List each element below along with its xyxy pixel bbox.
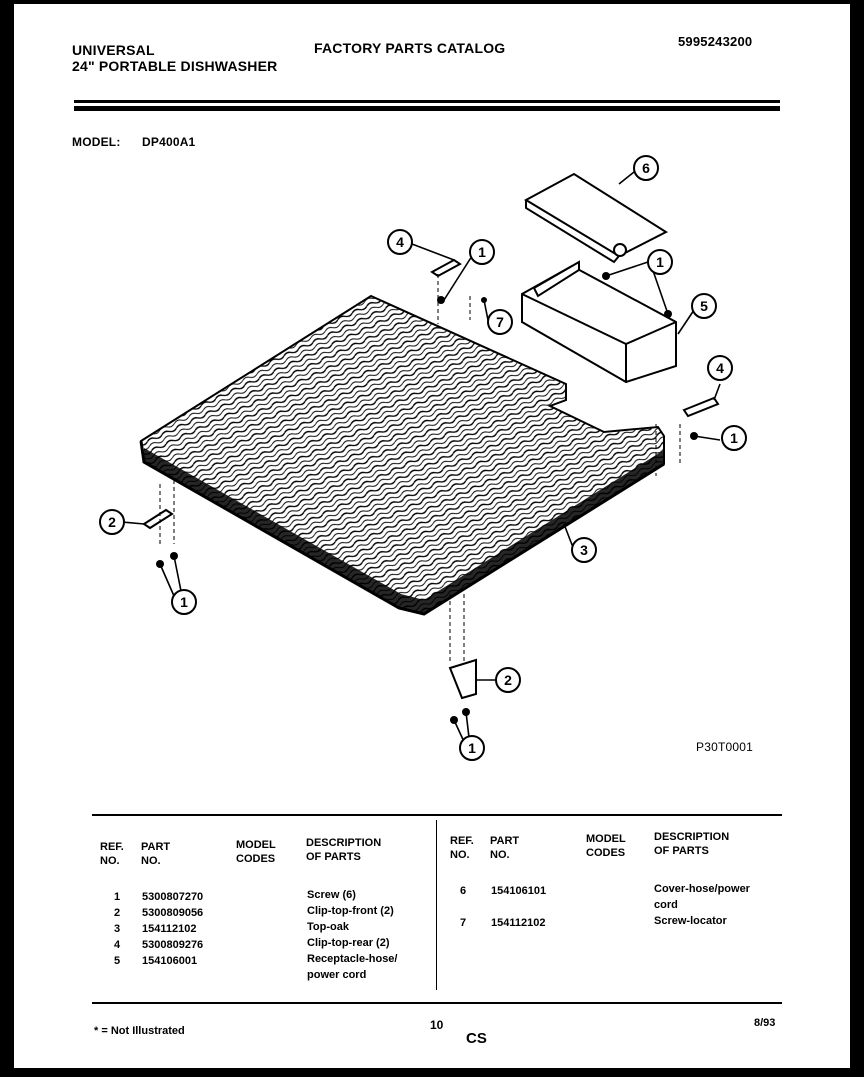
ref-no: 7: [460, 917, 467, 929]
part-no: 154106001: [142, 955, 198, 967]
svg-text:7: 7: [496, 314, 504, 330]
description: Clip-top-rear (2): [307, 937, 390, 949]
svg-text:2: 2: [108, 514, 116, 530]
callout-6: [634, 156, 658, 180]
part-no: 5300809276: [142, 939, 204, 951]
callout-2b: [496, 668, 520, 692]
cover-hose-part: [526, 174, 666, 262]
part-no: 154106101: [491, 885, 547, 897]
svg-text:3: 3: [580, 542, 588, 558]
callout-1a: [648, 250, 672, 274]
hdr-model-right: MODEL CODES: [586, 833, 626, 859]
clip-front-left: [144, 480, 178, 568]
ref-no: 2: [114, 907, 121, 919]
description: Top-oak: [307, 921, 349, 933]
svg-text:1: 1: [730, 430, 738, 446]
hdr-part-right: PART NO.: [490, 835, 520, 861]
description-continuation: cord: [654, 899, 678, 911]
figure-id: P30T0001: [696, 740, 753, 754]
description: Cover-hose/power: [654, 883, 750, 895]
table-rule-bottom: [92, 1002, 782, 1004]
svg-text:1: 1: [656, 254, 664, 270]
clip-rear-left: [432, 260, 487, 324]
clip-front-center: [450, 594, 476, 724]
callout-3: [572, 538, 596, 562]
model-label: MODEL:: [72, 135, 121, 149]
receptacle-hose-part: [522, 262, 676, 382]
catalog-title: FACTORY PARTS CATALOG: [314, 40, 506, 56]
hdr-ref-left: REF. NO.: [100, 841, 124, 867]
ref-no: 1: [114, 891, 121, 903]
hdr-part-left: PART NO.: [141, 841, 171, 867]
footer-code: CS: [466, 1030, 487, 1047]
hdr-model-left: MODEL CODES: [236, 839, 276, 865]
product-name: 24" PORTABLE DISHWASHER: [72, 58, 278, 74]
not-illustrated-note: * = Not Illustrated: [94, 1025, 185, 1037]
revision-date: 8/93: [754, 1017, 776, 1029]
description: Clip-top-front (2): [307, 905, 394, 917]
callout-2a: [100, 510, 124, 534]
catalog-page: [14, 4, 850, 1068]
part-no: 154112102: [491, 917, 546, 929]
svg-text:5: 5: [700, 298, 708, 314]
exploded-parts-diagram: [14, 4, 850, 804]
ref-no: 5: [114, 955, 121, 967]
part-no: 5300809056: [142, 907, 204, 919]
hdr-desc-right: DESCRIPTION OF PARTS: [654, 831, 730, 857]
description: Screw (6): [307, 889, 356, 901]
ref-no: 4: [114, 939, 121, 951]
svg-text:1: 1: [478, 244, 486, 260]
callout-5: [692, 294, 716, 318]
clip-rear-right: [656, 398, 718, 476]
callout-1e: [460, 736, 484, 760]
svg-text:1: 1: [468, 740, 476, 756]
callout-1b: [470, 240, 494, 264]
description: Screw-locator: [654, 915, 727, 927]
table-divider: [436, 820, 437, 990]
callout-4b: [708, 356, 732, 380]
hdr-ref-right: REF. NO.: [450, 835, 474, 861]
callout-1d: [172, 590, 196, 614]
hdr-desc-left: DESCRIPTION OF PARTS: [306, 837, 382, 863]
model-value: DP400A1: [142, 135, 196, 149]
brand-name: UNIVERSAL: [72, 42, 155, 58]
catalog-number: 5995243200: [678, 34, 753, 49]
ref-no: 6: [460, 885, 467, 897]
svg-text:6: 6: [642, 160, 650, 176]
description-continuation: power cord: [307, 969, 367, 981]
svg-text:2: 2: [504, 672, 512, 688]
svg-text:4: 4: [716, 360, 724, 376]
page-number: 10: [430, 1018, 444, 1032]
ref-no: 3: [114, 923, 121, 935]
table-rule-top: [92, 814, 782, 816]
description: Receptacle-hose/: [307, 953, 398, 965]
part-no: 154112102: [142, 923, 197, 935]
callout-1c: [722, 426, 746, 450]
svg-text:4: 4: [396, 234, 404, 250]
callout-7: [488, 310, 512, 334]
callout-4a: [388, 230, 412, 254]
svg-text:1: 1: [180, 594, 188, 610]
part-no: 5300807270: [142, 891, 204, 903]
